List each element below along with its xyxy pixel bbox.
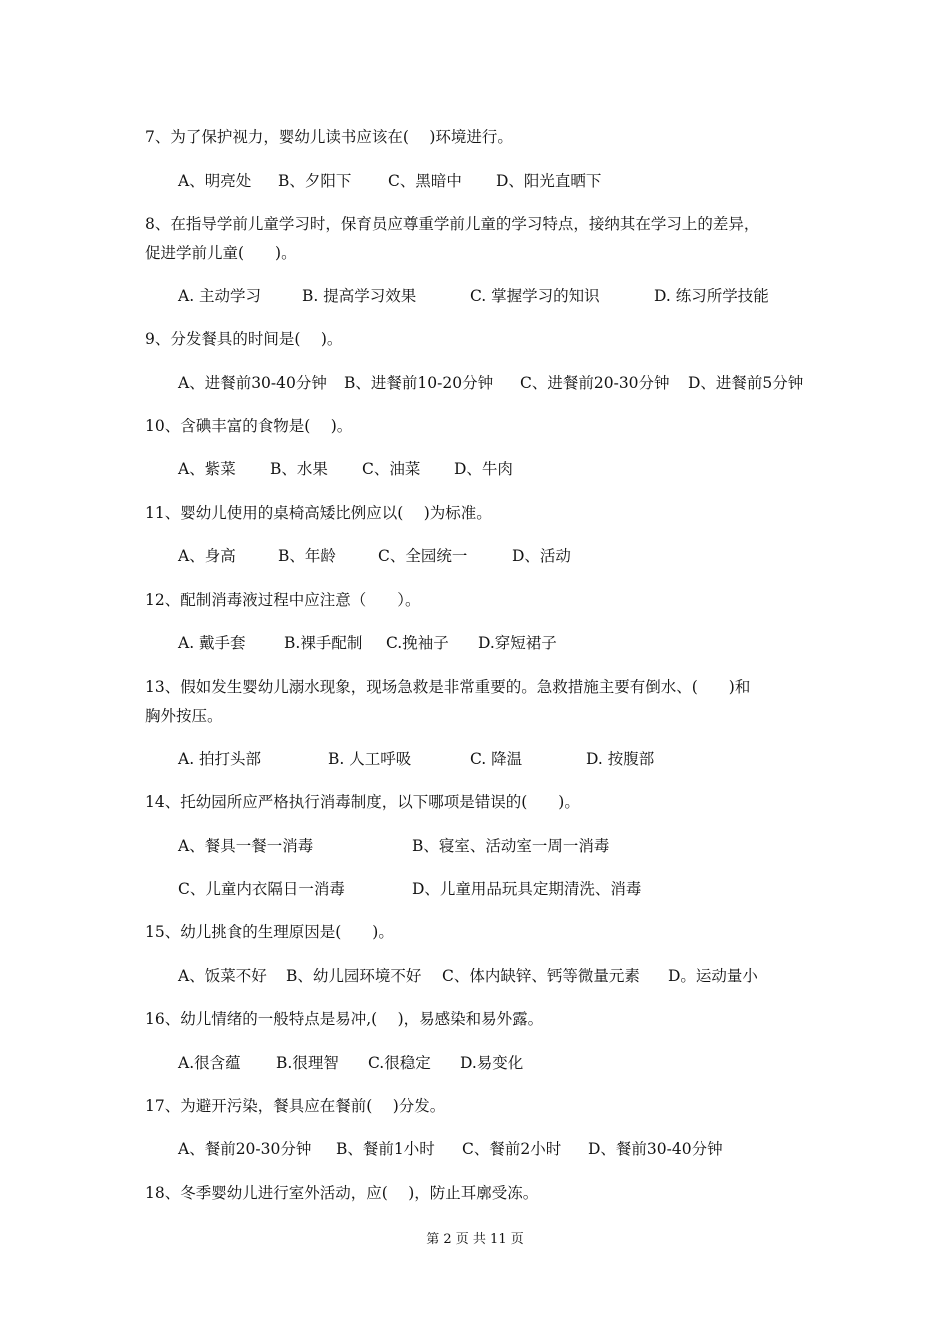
question-7-options <box>178 171 601 191</box>
option-d: D、进餐前5分钟 <box>688 374 804 392</box>
option-d: D、牛肉 <box>454 460 513 478</box>
option-c: C、油菜 <box>362 460 421 478</box>
question-13-options <box>178 749 654 769</box>
option-b: B、进餐前10-20分钟 <box>344 374 494 392</box>
option-c: C. 掌握学习的知识 <box>470 287 600 305</box>
question-8-options <box>178 286 769 306</box>
option-a: A. 主动学习 <box>178 287 262 305</box>
option-b: B、年龄 <box>278 547 336 565</box>
option-b: B、幼儿园环境不好 <box>286 967 422 985</box>
option-d: D、儿童用品玩具定期清洗、消毒 <box>412 880 642 898</box>
option-a: A、餐具一餐一消毒 <box>178 837 314 855</box>
option-b: B、寝室、活动室一周一消毒 <box>412 837 610 855</box>
option-b: B. 提高学习效果 <box>302 287 417 305</box>
question-15: 15、幼儿挑食的生理原因是( )。 <box>145 923 394 941</box>
question-9: 9、分发餐具的时间是( )。 <box>145 330 343 348</box>
question-10: 10、含碘丰富的食物是( )。 <box>145 417 353 435</box>
option-a: A. 拍打头部 <box>178 750 262 768</box>
option-b: B、餐前1小时 <box>336 1140 435 1158</box>
option-d: D、餐前30-40分钟 <box>588 1140 723 1158</box>
option-c: C.挽袖子 <box>386 634 449 652</box>
question-12: 12、配制消毒液过程中应注意（ ）。 <box>145 591 421 609</box>
question-17: 17、为避开污染，餐具应在餐前( )分发。 <box>145 1097 446 1115</box>
question-12-options <box>178 633 557 653</box>
option-c: C. 降温 <box>470 750 523 768</box>
question-16-options <box>178 1053 523 1073</box>
option-d: D.易变化 <box>460 1054 524 1072</box>
option-a: A、紫菜 <box>178 460 236 478</box>
option-a: A. 戴手套 <box>178 634 246 652</box>
question-14-options-row-1 <box>178 836 609 856</box>
question-14-options-row-2 <box>178 879 641 899</box>
option-a: A、饭菜不好 <box>178 967 267 985</box>
option-d: D. 练习所学技能 <box>654 287 769 305</box>
option-b: B. 人工呼吸 <box>328 750 412 768</box>
option-a: A、身高 <box>178 547 236 565</box>
option-d: D、阳光直晒下 <box>496 172 602 190</box>
question-9-options <box>178 373 803 393</box>
option-a: A、餐前20-30分钟 <box>178 1140 312 1158</box>
option-b: B、水果 <box>270 460 328 478</box>
option-c: C、体内缺锌、钙等微量元素 <box>442 967 640 985</box>
question-11-options <box>178 546 571 566</box>
question-18: 18、冬季婴幼儿进行室外活动，应( )，防止耳廓受冻。 <box>145 1184 539 1202</box>
option-b: B.很理智 <box>276 1054 339 1072</box>
question-11: 11、婴幼儿使用的桌椅高矮比例应以( )为标准。 <box>145 504 492 522</box>
option-c: C.很稳定 <box>368 1054 431 1072</box>
option-c: C、黑暗中 <box>388 172 462 190</box>
question-16: 16、幼儿情绪的一般特点是易冲,( )，易感染和易外露。 <box>145 1010 544 1028</box>
option-b: B.裸手配制 <box>284 634 363 652</box>
question-10-options <box>178 459 513 479</box>
question-8-continued: 促进学前儿童( )。 <box>145 244 297 262</box>
option-a: A.很含蕴 <box>178 1054 241 1072</box>
option-c: C、进餐前20-30分钟 <box>520 374 670 392</box>
question-17-options <box>178 1139 723 1159</box>
option-d: D.穿短裙子 <box>478 634 557 652</box>
question-15-options <box>178 966 758 986</box>
question-7: 7、为了保护视力，婴幼儿读书应该在( )环境进行。 <box>145 128 513 146</box>
option-a: A、明亮处 <box>178 172 252 190</box>
option-d: D. 按腹部 <box>586 750 655 768</box>
question-13-continued: 胸外按压。 <box>145 707 223 725</box>
option-c: C、全园统一 <box>378 547 468 565</box>
option-a: A、进餐前30-40分钟 <box>178 374 327 392</box>
option-b: B、夕阳下 <box>278 172 352 190</box>
question-14: 14、托幼园所应严格执行消毒制度，以下哪项是错误的( )。 <box>145 793 580 811</box>
option-d: D、活动 <box>512 547 571 565</box>
option-c: C、餐前2小时 <box>462 1140 562 1158</box>
option-d: D。运动量小 <box>668 967 758 985</box>
question-13: 13、假如发生婴幼儿溺水现象，现场急救是非常重要的。急救措施主要有倒水、( )和 <box>145 678 751 696</box>
option-c: C、儿童内衣隔日一消毒 <box>178 880 345 898</box>
page-footer: 第 2 页 共 11 页 <box>426 1232 524 1247</box>
question-8: 8、在指导学前儿童学习时，保育员应尊重学前儿童的学习特点，接纳其在学习上的差异， <box>145 215 760 233</box>
